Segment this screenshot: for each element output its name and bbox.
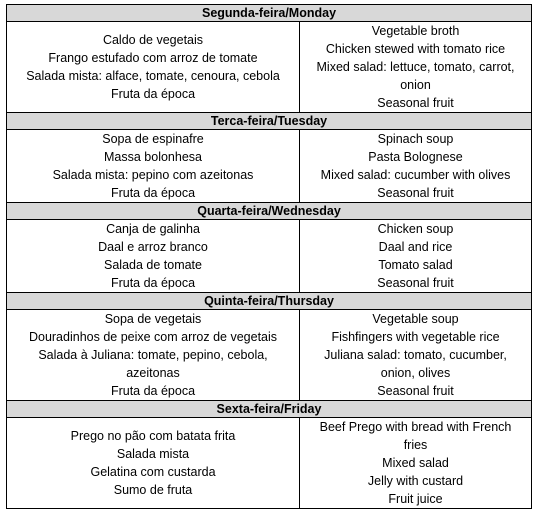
menu-item: Salada de tomate bbox=[104, 258, 202, 272]
day-header-monday: Segunda-feira/Monday bbox=[7, 5, 532, 22]
menu-item: Frango estufado com arroz de tomate bbox=[48, 51, 258, 65]
day-header-wednesday: Quarta-feira/Wednesday bbox=[7, 203, 532, 220]
menu-cell-portuguese-wednesday bbox=[7, 220, 300, 293]
menu-cell-portuguese-tuesday bbox=[7, 130, 300, 203]
menu-item: Seasonal fruit bbox=[377, 384, 454, 398]
menu-item: Salada mista bbox=[116, 447, 190, 461]
menu-item: Juliana salad: tomato, cucumber, bbox=[324, 348, 507, 362]
menu-item: Caldo de vegetais bbox=[102, 33, 204, 47]
menu-item: Fruit juice bbox=[388, 492, 443, 506]
menu-item: Tomato salad bbox=[378, 258, 453, 272]
menu-item: Chicken soup bbox=[377, 222, 454, 236]
menu-item: Sopa de espinafre bbox=[102, 132, 204, 146]
menu-row-monday bbox=[7, 22, 532, 113]
menu-item: Spinach soup bbox=[377, 132, 454, 146]
menu-item: Daal e arroz branco bbox=[98, 240, 208, 254]
menu-item: Gelatina com custarda bbox=[90, 465, 216, 479]
menu-item: Salada mista: alface, tomate, cenoura, cebola bbox=[26, 69, 280, 83]
menu-cell-english-monday bbox=[300, 22, 532, 113]
menu-row-wednesday bbox=[7, 220, 532, 293]
menu-item: Massa bolonhesa bbox=[104, 150, 202, 164]
menu-row-thursday bbox=[7, 310, 532, 401]
menu-item: Jelly with custard bbox=[367, 474, 464, 488]
menu-item: Sumo de fruta bbox=[113, 483, 193, 497]
menu-item: Sopa de vegetais bbox=[104, 312, 202, 326]
menu-item: Douradinhos de peixe com arroz de vegetais bbox=[28, 330, 278, 344]
menu-item: fries bbox=[403, 438, 428, 452]
menu-item: Fruta da época bbox=[110, 384, 196, 398]
menu-cell-english-friday bbox=[300, 418, 532, 509]
day-header-row-wednesday bbox=[7, 203, 532, 220]
menu-item: Mixed salad: lettuce, tomato, carrot, bbox=[316, 60, 515, 74]
menu-row-friday bbox=[7, 418, 532, 509]
menu-row-tuesday bbox=[7, 130, 532, 203]
menu-cell-english-tuesday bbox=[300, 130, 532, 203]
menu-item: onion bbox=[400, 78, 431, 92]
menu-cell-english-thursday bbox=[300, 310, 532, 401]
menu-item: Daal and rice bbox=[378, 240, 453, 254]
menu-item: Mixed salad bbox=[382, 456, 449, 470]
menu-item: onion, olives bbox=[380, 366, 451, 380]
menu-item: Fruta da época bbox=[110, 276, 196, 290]
menu-cell-english-wednesday bbox=[300, 220, 532, 293]
menu-item: Vegetable soup bbox=[372, 312, 459, 326]
day-header-friday: Sexta-feira/Friday bbox=[7, 401, 532, 418]
day-header-tuesday: Terca-feira/Tuesday bbox=[7, 113, 532, 130]
menu-item: azeitonas bbox=[126, 366, 180, 380]
weekly-menu-table bbox=[6, 4, 532, 509]
menu-item: Fruta da época bbox=[110, 186, 196, 200]
menu-item: Seasonal fruit bbox=[377, 186, 454, 200]
menu-item: Pasta Bolognese bbox=[368, 150, 463, 164]
menu-item: Mixed salad: cucumber with olives bbox=[320, 168, 511, 182]
menu-item: Seasonal fruit bbox=[377, 276, 454, 290]
menu-item: Vegetable broth bbox=[371, 24, 460, 38]
menu-item: Fruta da época bbox=[110, 87, 196, 101]
day-header-row-tuesday bbox=[7, 113, 532, 130]
menu-item: Fishfingers with vegetable rice bbox=[331, 330, 500, 344]
day-header-row-monday bbox=[7, 5, 532, 22]
menu-cell-portuguese-monday bbox=[7, 22, 300, 113]
menu-item: Canja de galinha bbox=[106, 222, 200, 236]
day-header-row-friday bbox=[7, 401, 532, 418]
menu-item: Prego no pão com batata frita bbox=[70, 429, 236, 443]
menu-item: Salada mista: pepino com azeitonas bbox=[52, 168, 254, 182]
menu-cell-portuguese-thursday bbox=[7, 310, 300, 401]
menu-item: Beef Prego with bread with French bbox=[319, 420, 512, 434]
day-header-row-thursday bbox=[7, 293, 532, 310]
menu-cell-portuguese-friday bbox=[7, 418, 300, 509]
day-header-thursday: Quinta-feira/Thursday bbox=[7, 293, 532, 310]
menu-item: Salada à Juliana: tomate, pepino, cebola, bbox=[38, 348, 268, 362]
menu-item: Chicken stewed with tomato rice bbox=[325, 42, 506, 56]
menu-item: Seasonal fruit bbox=[377, 96, 454, 110]
